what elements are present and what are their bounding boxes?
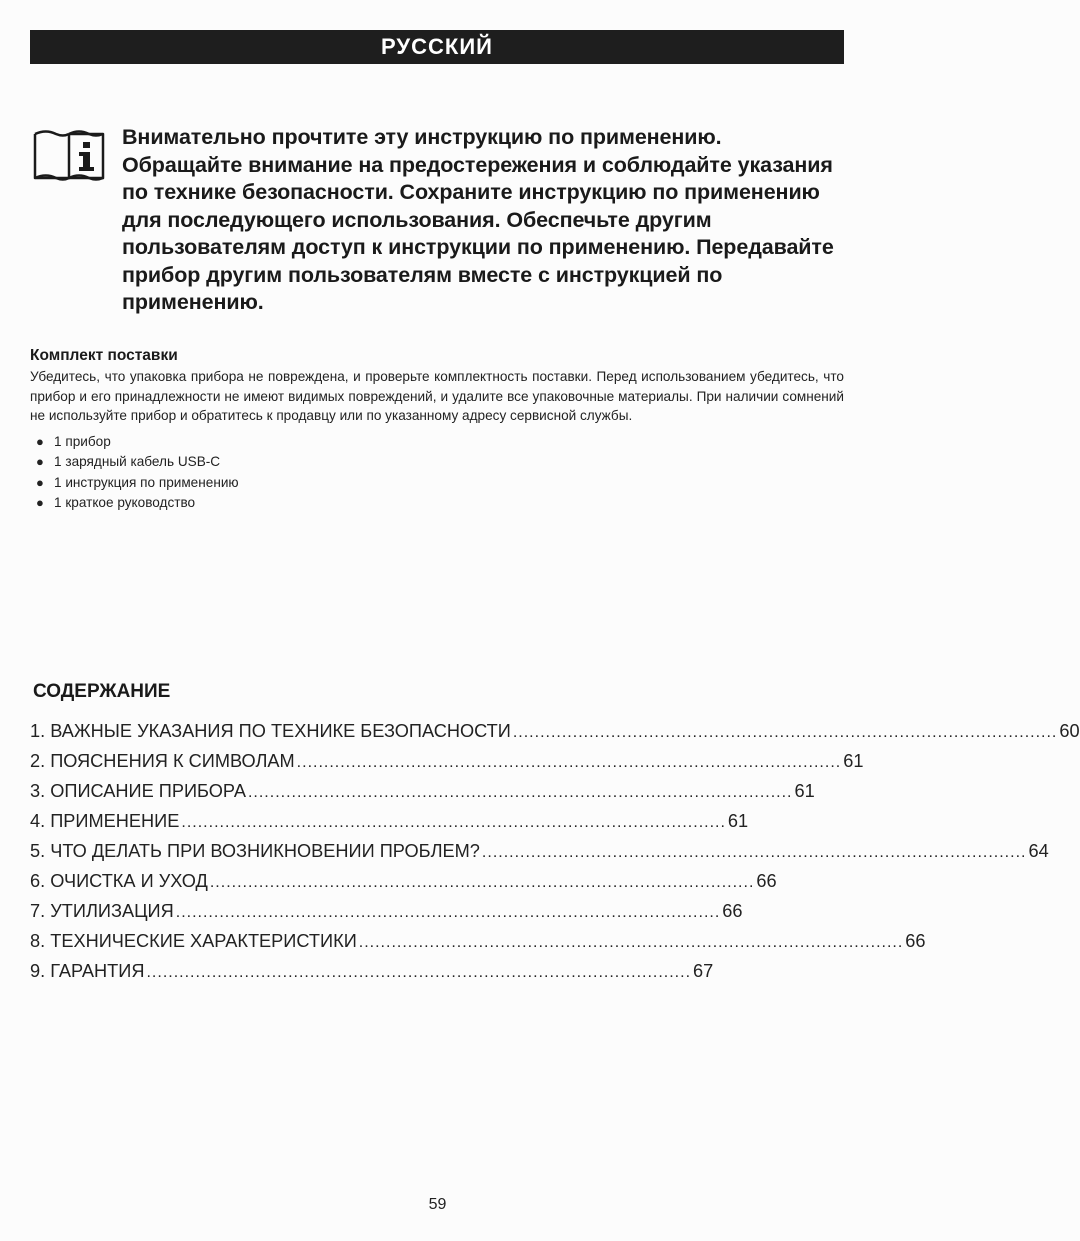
toc-page: 61 bbox=[843, 751, 864, 771]
table-of-contents bbox=[30, 717, 1080, 987]
toc-leader: .................................................................................................... bbox=[247, 784, 793, 801]
toc-page: 61 bbox=[727, 811, 749, 831]
language-title: РУССКИЙ bbox=[381, 34, 493, 59]
toc-leader: .................................................................................................... bbox=[358, 934, 904, 951]
bullet-icon: ● bbox=[36, 433, 44, 449]
toc-leader: .................................................................................................... bbox=[209, 874, 755, 891]
supply-title: Комплект поставки bbox=[30, 347, 178, 364]
language-header bbox=[30, 30, 844, 64]
toc-entry[interactable]: 8. ТЕХНИЧЕСКИЕ ХАРАКТЕРИСТИКИ .................................................................................................... 66 bbox=[30, 927, 594, 957]
notice-text: Внимательно прочтите эту инструкцию по применению. Обращайте внимание на предостережения и соблюдайте указания по технике безопасности. Сохраните инструкцию по применению для последующего использования. Обеспечьте другим пользователям доступ к инструкции по применению. Передавайте прибор другим пользователям вместе с инструкцией по применению. bbox=[122, 125, 834, 314]
toc-entry[interactable]: 2. ПОЯСНЕНИЯ К СИМВОЛАМ .................................................................................................... 61 bbox=[30, 747, 594, 777]
bullet-icon: ● bbox=[36, 474, 44, 490]
toc-leader: .................................................................................................... bbox=[512, 724, 1058, 741]
supply-text: Убедитесь, что упаковка прибора не повреждена, и проверьте комплектность поставки. Перед использованием убедитесь, что прибор и его принадлежности не имеют видимых повреждений, и удалите все упаковочные материалы. При наличии сомнений не используйте прибор и обратитесь к продавцу или по указанному адресу сервисной службы. bbox=[30, 369, 844, 423]
list-item: ● 1 краткое руководство bbox=[36, 493, 844, 514]
bullet-icon: ● bbox=[36, 495, 44, 510]
toc-page: 64 bbox=[1028, 841, 1049, 861]
toc-entry[interactable]: 4. ПРИМЕНЕНИЕ .................................................................................................... 61 bbox=[30, 807, 594, 837]
toc-title: СОДЕРЖАНИЕ bbox=[33, 681, 171, 702]
toc-page: 67 bbox=[693, 961, 714, 981]
toc-leader: .................................................................................................... bbox=[481, 844, 1027, 861]
toc-page: 66 bbox=[722, 901, 743, 921]
toc-entry[interactable]: 3. ОПИСАНИЕ ПРИБОРА .................................................................................................... 61 bbox=[30, 777, 594, 807]
toc-leader: .................................................................................................... bbox=[296, 754, 842, 771]
toc-page: 61 bbox=[794, 781, 815, 801]
page-number: 59 bbox=[428, 1196, 447, 1213]
toc-page: 66 bbox=[756, 871, 777, 891]
list-item: ● 1 инструкция по применению bbox=[36, 473, 844, 494]
supply-section bbox=[30, 345, 844, 514]
toc-entry[interactable]: 9. ГАРАНТИЯ .................................................................................................... 67 bbox=[30, 957, 594, 987]
toc-leader: .................................................................................................... bbox=[146, 964, 692, 981]
toc-page: 60 bbox=[1059, 721, 1080, 741]
toc-leader: .................................................................................................... bbox=[175, 904, 721, 921]
toc-entry[interactable]: 1. ВАЖНЫЕ УКАЗАНИЯ ПО ТЕХНИКЕ БЕЗОПАСНОСТИ .................................................................................................... 60 bbox=[30, 717, 594, 747]
toc-entry[interactable]: 6. ОЧИСТКА И УХОД .................................................................................................... 66 bbox=[30, 867, 594, 897]
supply-list bbox=[36, 432, 844, 514]
list-item: ● 1 зарядный кабель USB-C bbox=[36, 452, 844, 473]
toc-page: 66 bbox=[905, 931, 926, 951]
toc-entry[interactable]: 7. УТИЛИЗАЦИЯ .................................................................................................... 66 bbox=[30, 897, 594, 927]
toc-entry[interactable]: 5. ЧТО ДЕЛАТЬ ПРИ ВОЗНИКНОВЕНИИ ПРОБЛЕМ? .................................................................................................... 64 bbox=[30, 837, 594, 867]
list-item: ● 1 прибор bbox=[36, 432, 844, 453]
manual-info-icon bbox=[32, 128, 106, 182]
toc-leader: .................................................................................................... bbox=[181, 814, 726, 831]
bullet-icon: ● bbox=[36, 454, 44, 469]
